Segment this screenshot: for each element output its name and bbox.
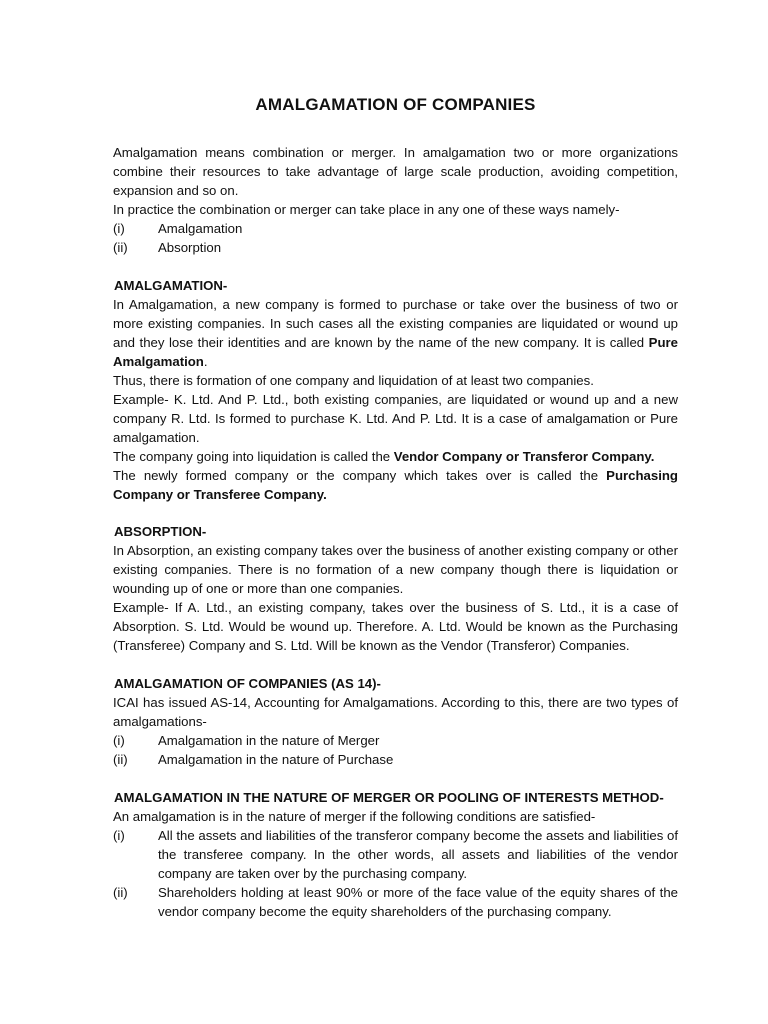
list-text: Shareholders holding at least 90% or more of the face value of the equity shares of the vendor company become the equity shareholders of the purchasing company. <box>158 885 678 919</box>
document-title: AMALGAMATION OF COMPANIES <box>255 95 536 114</box>
bold-term: Purchasing Company or Transferee Company. <box>113 468 678 502</box>
paragraph-text: In Amalgamation, a new company is formed to purchase or take over the business of two or more existing companies. In such cases all the existing companies are liquidated or wound up and they lose their identities and are known by the name of the new company. It is called <box>113 297 678 350</box>
list-text: Amalgamation in the nature of Purchase <box>158 752 394 767</box>
list-text: Absorption <box>158 240 222 255</box>
intro-ways-paragraph: In practice the combination or merger can take place in any one of these ways namely- <box>113 202 620 217</box>
as14-paragraph: ICAI has issued AS-14, Accounting for Amalgamations. According to this, there are two types of amalgamations- <box>113 695 678 729</box>
absorption-example: Example- If A. Ltd., an existing company, takes over the business of S. Ltd., it is a case of Absorption. S. Ltd. Would be wound up. Therefore. A. Ltd. Would be known as the Purchasing (Transferee) Company and S. Ltd. Will be known as the Vendor (Transferor) Companies. <box>113 600 678 653</box>
purchasing-company-definition <box>113 466 678 504</box>
list-item <box>113 238 678 257</box>
section-heading: ABSORPTION- <box>114 524 207 539</box>
absorption-definition: In Absorption, an existing company takes over the business of another existing company or other existing companies. There is no formation of a new company though there is liquidation or wounding up of one or more than one companies. <box>113 543 678 596</box>
paragraph-text: The newly formed company or the company which takes over is called the <box>113 468 607 483</box>
list-item <box>113 731 678 750</box>
list-item <box>113 750 678 769</box>
vendor-company-definition <box>113 447 678 466</box>
as14-section <box>113 674 678 769</box>
section-heading: AMALGAMATION OF COMPANIES (AS 14)- <box>114 676 381 691</box>
section-heading: AMALGAMATION- <box>114 278 228 293</box>
list-number: (i) <box>113 828 125 843</box>
paragraph-text: . <box>203 354 208 369</box>
list-text: All the assets and liabilities of the transferor company become the assets and liabilities of the transferee company. In the other words, all assets and liabilities of the vendor company are taken over by the purchasing company. <box>158 828 678 881</box>
list-number: (ii) <box>113 885 128 900</box>
amalgamation-section <box>113 276 678 504</box>
paragraph-text: The company going into liquidation is called the <box>113 449 394 464</box>
section-heading: AMALGAMATION IN THE NATURE OF MERGER OR POOLING OF INTERESTS METHOD- <box>114 790 664 805</box>
bold-term: Vendor Company or Transferor Company. <box>393 449 655 464</box>
list-text: Amalgamation in the nature of Merger <box>158 733 380 748</box>
intro-paragraph: Amalgamation means combination or merger. In amalgamation two or more organizations combine their resources to take advantage of large scale production, avoiding competition, expansion and so on. <box>113 145 678 198</box>
absorption-section <box>113 522 678 655</box>
amalgamation-summary: Thus, there is formation of one company and liquidation of at least two companies. <box>113 373 594 388</box>
list-number: (i) <box>113 221 125 236</box>
list-number: (ii) <box>113 240 128 255</box>
intro-section <box>113 143 678 257</box>
list-number: (ii) <box>113 752 128 767</box>
list-number: (i) <box>113 733 125 748</box>
amalgamation-example: Example- K. Ltd. And P. Ltd., both existing companies, are liquidated or wound up and a new company R. Ltd. Is formed to purchase K. Ltd. And P. Ltd. It is a case of amalgamation or Pure amalgamation. <box>113 392 678 445</box>
list-item <box>113 883 678 921</box>
list-item <box>113 219 678 238</box>
merger-conditions-intro: An amalgamation is in the nature of merger if the following conditions are satisfied- <box>113 809 596 824</box>
list-text: Amalgamation <box>158 221 243 236</box>
amalgamation-definition <box>113 295 678 371</box>
list-item <box>113 826 678 883</box>
merger-section <box>113 788 678 921</box>
bold-term: Pure Amalgamation <box>113 335 678 369</box>
